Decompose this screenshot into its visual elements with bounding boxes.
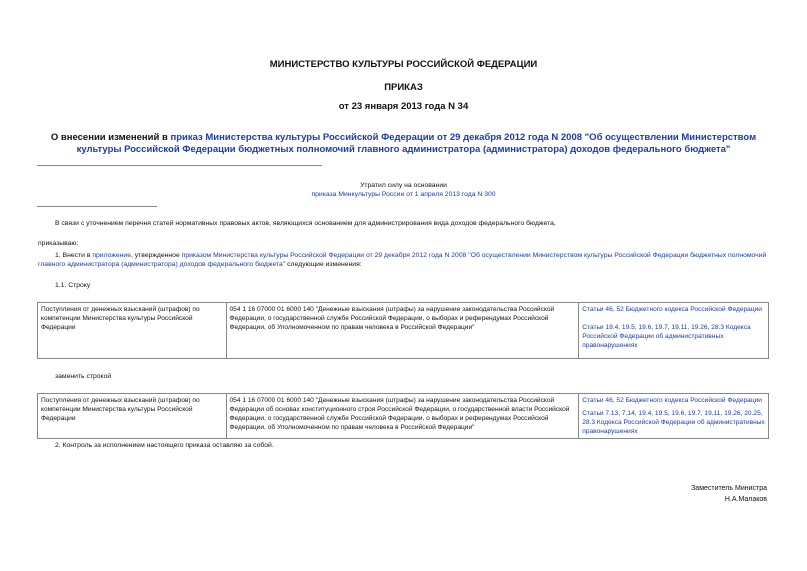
old-koap-link[interactable]: Статьи 19.4, 19.5, 19.6, 19.7, 19.11, 19.26, 28.3 Кодекса Российской Федерации об административных правонарушениях xyxy=(582,324,751,349)
doc-type-heading: ПРИКАЗ xyxy=(384,82,423,93)
old-row-table xyxy=(37,302,769,359)
order-2008-link[interactable]: приказом Министерства культуры Российской Федерации от 29 декабря 2012 года N 2008 "Об осуществлении Министерством культуры Российской Федерации бюджетных полномочий главного администратора (администратора) доходов федерального бюджета" xyxy=(38,252,767,268)
document-title xyxy=(40,132,767,156)
signature-position: Заместитель Министра xyxy=(691,485,767,492)
date-number-heading: от 23 января 2013 года N 34 xyxy=(338,101,469,112)
old-budget-code-link[interactable]: Статьи 46, 52 Бюджетного кодекса Российской Федерации xyxy=(582,306,762,313)
ministry-heading: МИНИСТЕРСТВО КУЛЬТУРЫ РОССИЙСКОЙ ФЕДЕРАЦИИ xyxy=(269,59,538,70)
new-revenue-cell: Поступления от денежных взысканий (штрафов) по компетенции Министерства культуры Российской Федерации xyxy=(38,394,227,439)
signature-name: Н.А.Малаков xyxy=(724,496,767,503)
paragraph-1-1: 1.1. Строку xyxy=(55,282,91,289)
old-legal-cell xyxy=(579,303,769,359)
divider-top xyxy=(37,165,322,166)
table-row xyxy=(38,394,769,439)
table-row xyxy=(38,303,769,359)
divider-bottom xyxy=(37,206,157,207)
title-order-link[interactable]: приказ Министерства культуры Российской Федерации от 29 декабря 2012 года N 2008 "Об осуществлении Министерством культуры Российской Федерации бюджетных полномочий главного администратора (администратора) доходов федерального бюджета" xyxy=(76,132,757,155)
new-code-cell: 054 1 16 07000 01 6000 140 "Денежные взыскания (штрафы) за нарушение законодательства Российской Федерации об основах конституционного строя Российской Федерации, о государственной власти Российской Федерации, о государственной службе Российской Федерации, о выборах и референдумах Российской Федерации, об Уполномоченном по правам человека в Российской Федерации" xyxy=(226,394,579,439)
appendix-link[interactable]: приложение xyxy=(92,252,131,259)
old-code-cell: 054 1 16 07000 01 6000 140 "Денежные взыскания (штрафы) за нарушение законодательства Российской Федерации, о государственной службе Российской Федерации, о выборах и референдумах Российской Федерации, об Уполномоченном по правам человека в Российской Федерации" xyxy=(226,303,579,359)
replace-label: заменить строкой xyxy=(55,373,112,380)
paragraph-1 xyxy=(38,251,773,269)
intro-paragraph: В связи с уточнением перечня статей нормативных правовых актов, являющихся основанием для администрирования вида доходов федерального бюджета, xyxy=(55,220,556,227)
p1-mid: , утвержденное xyxy=(131,252,182,259)
old-revenue-cell: Поступления от денежных взысканий (штрафов) по компетенции Министерства культуры Российской Федерации xyxy=(38,303,227,359)
p1-start: 1. Внести в xyxy=(55,252,93,259)
new-row-table xyxy=(37,393,769,439)
status-line1: Утратил силу на основании xyxy=(360,182,447,189)
new-budget-code-link[interactable]: Статьи 46, 52 Бюджетного кодекса Российской Федерации xyxy=(582,397,762,404)
p1-end: следующие изменения: xyxy=(285,261,362,268)
orders-word: приказываю: xyxy=(38,240,79,247)
title-prefix: О внесении изменений в xyxy=(50,132,171,143)
paragraph-2: 2. Контроль за исполнением настоящего приказа оставляю за собой. xyxy=(55,442,274,449)
new-koap-link[interactable]: Статьи 7.13, 7.14, 19.4, 19.5, 19.6, 19.7, 19.11, 19.26, 20.25, 28.3 Кодекса Российской Федерации об административных правонарушениях xyxy=(582,410,765,435)
status-repeal-link[interactable]: приказа Минкультуры России от 1 апреля 2013 года N 300 xyxy=(311,191,496,198)
new-legal-cell xyxy=(579,394,769,439)
